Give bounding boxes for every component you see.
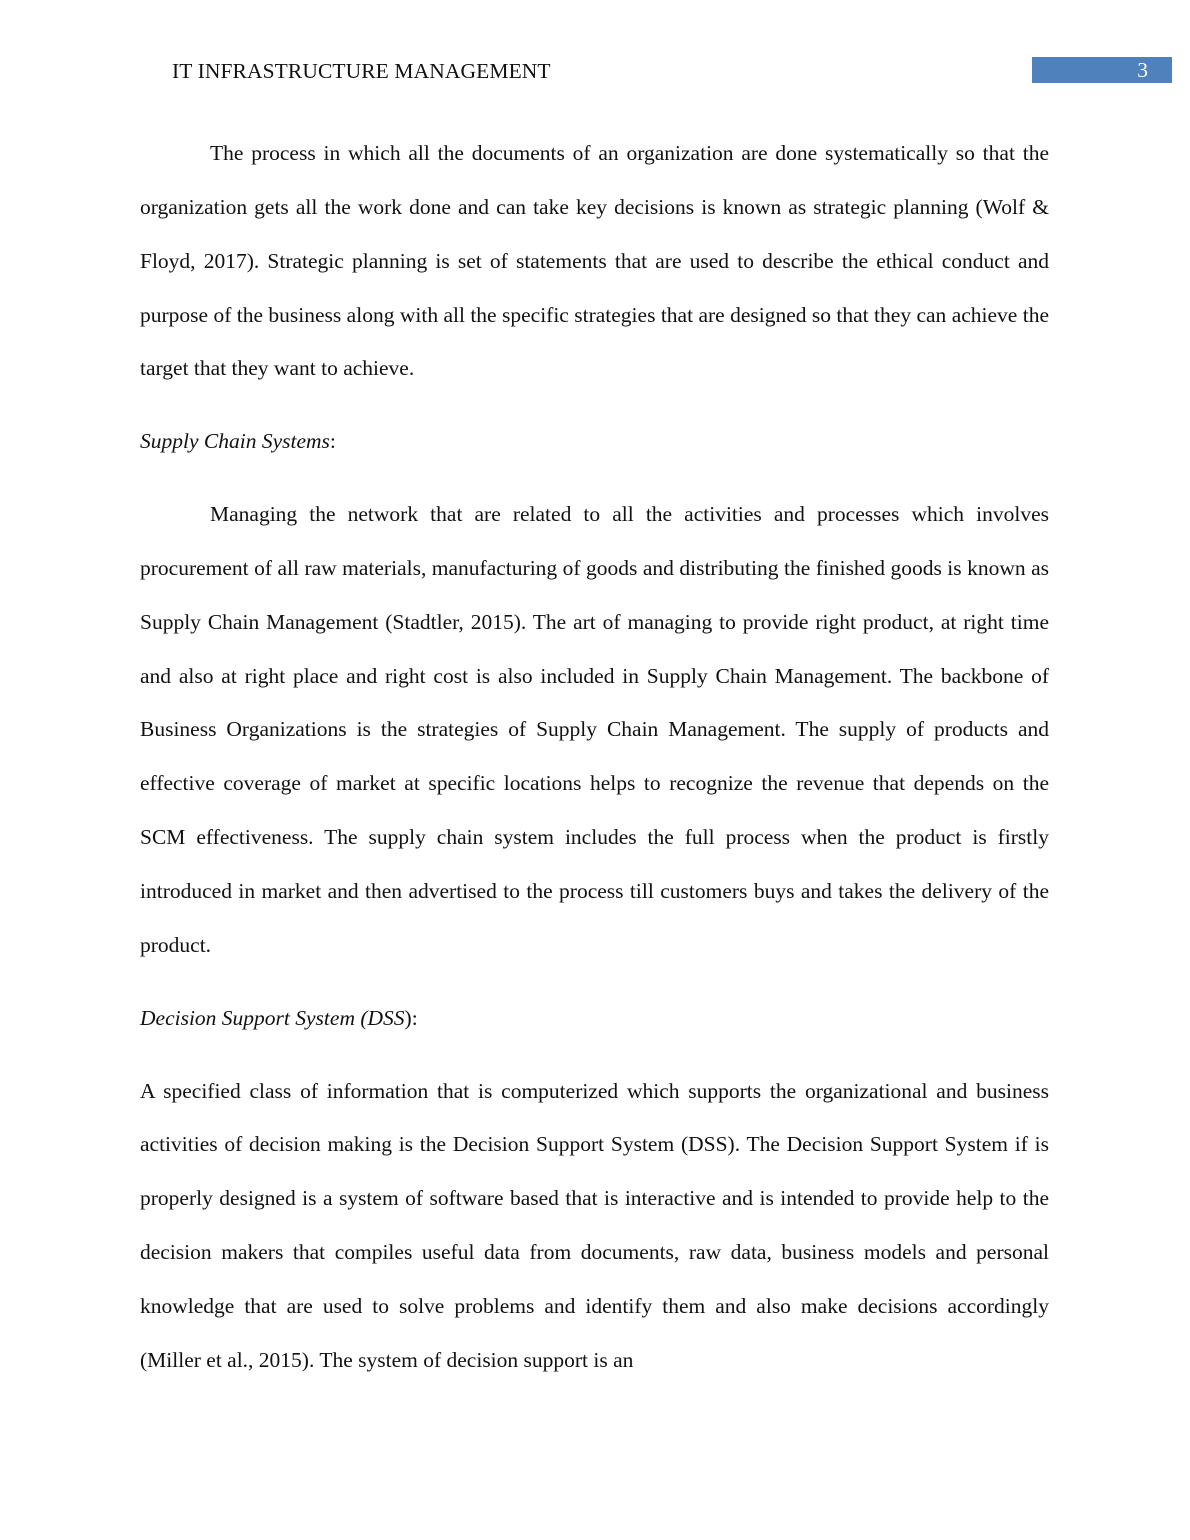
dss-heading-suffix: ): [404,1005,418,1030]
supply-chain-paragraph: Managing the network that are related to all the activities and processes which involves procurement of all raw materials, manufacturing of goods and distributing the finished goods is known as Supply Chain Management (Stadtler, 2015). The art of managing to provide right product, at right time and also at right place and right cost is also included in Supply Chain Management. The backbone of Business Organizations is the strategies of Supply Chain Management. The supply of products and effective coverage of market at specific locations helps to recognize the revenue that depends on the SCM effectiveness. The supply chain system includes the full process when the product is firstly introduced in market and then advertised to the process till customers buys and takes the delivery of the product. [140,502,1049,957]
page-number: 3 [1032,57,1172,83]
spacer [140,469,1049,488]
dss-heading [140,992,1049,1046]
running-header-title: IT INFRASTRUCTURE MANAGEMENT [172,59,551,83]
dss-paragraph: A specified class of information that is computerized which supports the organizational and business activities of decision making is the Decision Support System (DSS). The Decision Support System if is properly designed is a system of software based that is interactive and is intended to provide help to the decision makers that compiles useful data from documents, raw data, business models and personal knowledge that are used to solve problems and identify them and also make decisions accordingly (Miller et al., 2015). The system of decision support is an [140,1078,1049,1372]
document-body [140,127,1049,1388]
supply-chain-heading [140,415,1049,469]
supply-chain-heading-suffix: : [329,429,336,454]
intro-paragraph: The process in which all the documents of an organization are done systematically so that the organization gets all the work done and can take key decisions is known as strategic planning (Wolf & Floyd, 2017). Strategic planning is set of statements that are used to describe the ethical conduct and purpose of the business along with all the specific strategies that are designed so that they can achieve the target that they want to achieve. [140,141,1049,381]
spacer [140,1046,1049,1065]
spacer [140,396,1049,415]
spacer [140,973,1049,992]
dss-heading-text: Decision Support System (DSS [140,1005,405,1030]
supply-chain-heading-text: Supply Chain Systems [140,429,330,454]
